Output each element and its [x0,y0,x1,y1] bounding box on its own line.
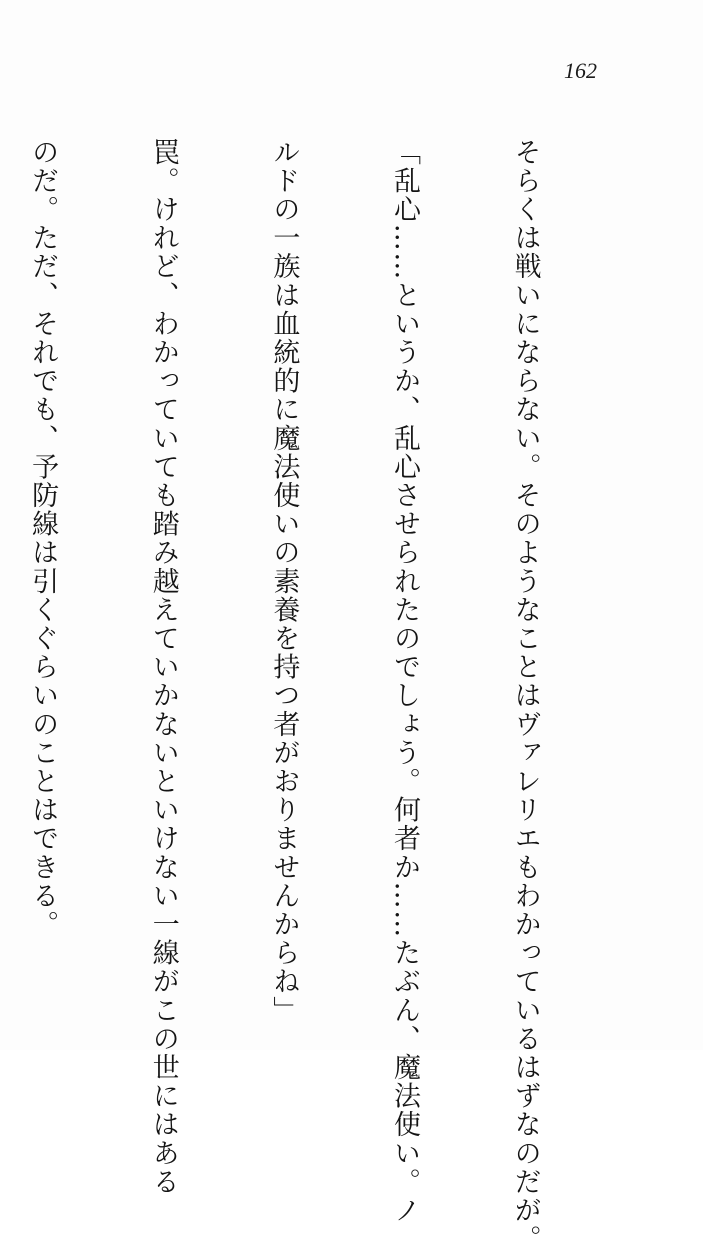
text-line-5: のだ。ただ、それでも、予防線は引くぐらいのことはできる。 [27,138,59,939]
page-number: 162 [564,58,597,83]
text-line-1: そらくは戦いにならない。そのようなことはヴァレリエもわかっているはずなのだが。 [509,138,541,1253]
text-line-2: 「乱心……というか、乱心させられたのでしょう。何者か……たぶん、魔法使い。ノ [388,138,420,1225]
vertical-text-body [0,138,625,1253]
text-line-3: ルドの一族は血統的に魔法使いの素養を持つ者がおりませんからね」 [268,138,300,1025]
text-line-4: 罠。けれど、わかっていても踏み越えていかないといけない一線がこの世にはある [147,138,179,1197]
